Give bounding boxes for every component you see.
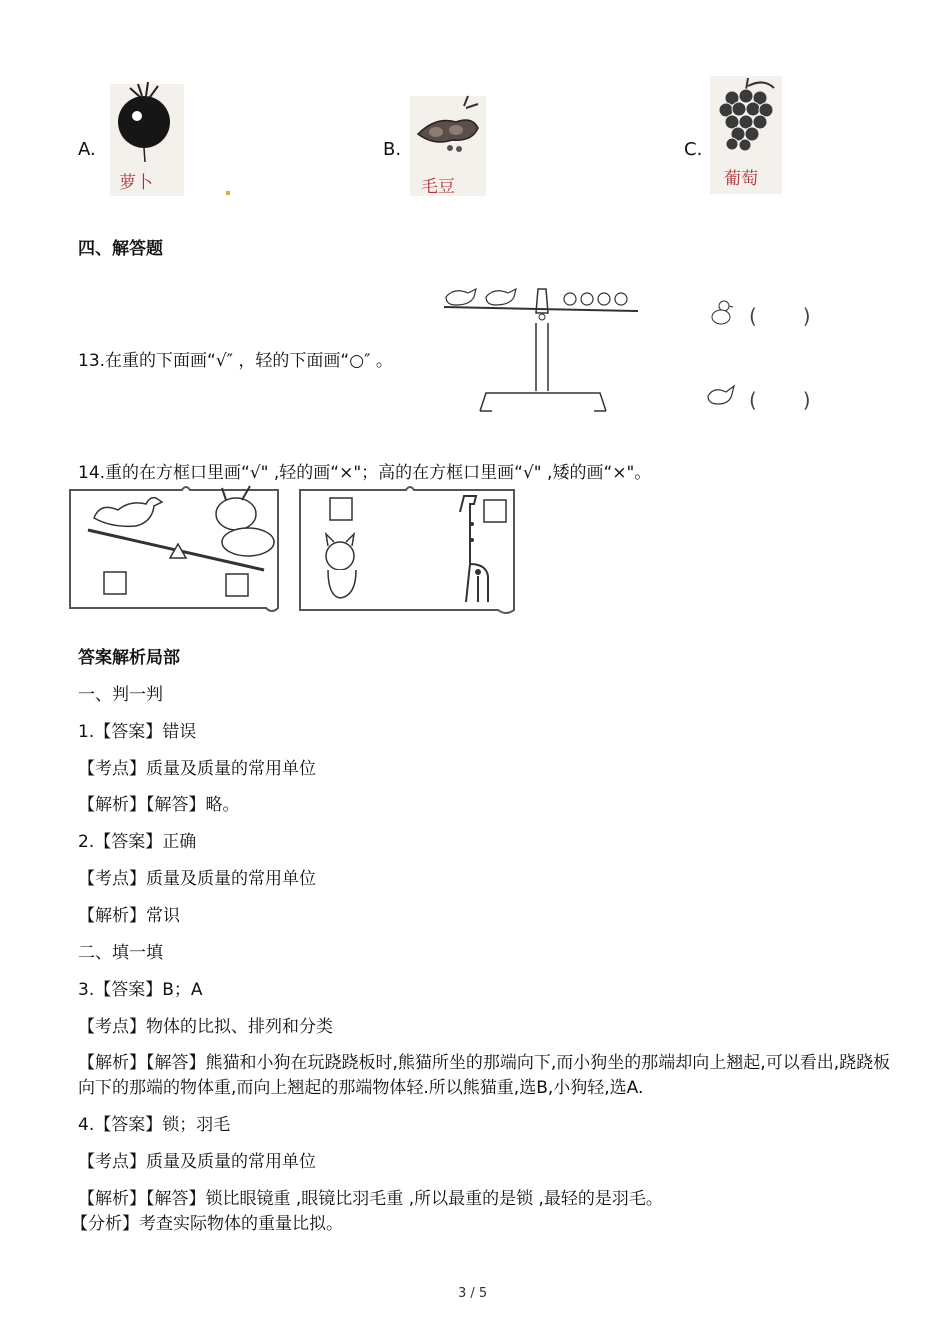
- option-b-letter: B.: [383, 139, 402, 160]
- option-c-letter: C.: [684, 139, 703, 160]
- answer-line: 【考点】质量及质量的常用单位: [78, 1152, 316, 1172]
- answer-line: 4.【答案】锁；羽毛: [78, 1115, 231, 1135]
- rabbit-answer-box[interactable]: [226, 574, 248, 596]
- balance-scale-picture: [440, 283, 650, 415]
- answer-line: 【分析】考查实际物体的重量比拟。: [71, 1214, 343, 1234]
- answer-line: 3.【答案】B；A: [78, 980, 203, 1000]
- q3-analysis: 【解析】【解答】熊猫和小狗在玩跷跷板时,熊猫所坐的那端向下,而小狗坐的那端却向上翘起,可以看出,跷跷板向下的那端的物体重,而向上翘起的那端物体轻.所以熊猫重,选B,小狗轻,选A.: [78, 1053, 891, 1098]
- section-title: 四、解答题: [78, 239, 163, 259]
- answer-line: 一、判一判: [78, 685, 163, 705]
- seesaw-and-height-picture: [66, 484, 518, 616]
- answer-line: 【考点】物体的比拟、排列和分类: [78, 1017, 333, 1037]
- chick-icon: [708, 298, 736, 328]
- answer-line: 2.【答案】正确: [78, 832, 197, 852]
- answer-line: 1.【答案】错误: [78, 722, 197, 742]
- question-14: 14.重的在方框口里画“√" ,轻的画“×"；高的在方框口里画“√" ,矮的画“×"。: [78, 463, 652, 483]
- cat-answer-box[interactable]: [330, 498, 352, 520]
- option-b-caption: 毛豆: [421, 177, 455, 197]
- chick-answer-paren: ( ): [749, 304, 813, 328]
- answer-line: 【解析】常识: [78, 906, 180, 926]
- stray-dot: [226, 191, 230, 195]
- goose-answer-box[interactable]: [104, 572, 126, 594]
- rabbit-answer-paren: ( ): [749, 388, 813, 412]
- answer-line: 【考点】质量及质量的常用单位: [78, 869, 316, 889]
- giraffe-answer-box[interactable]: [484, 500, 506, 522]
- answer-line: 【考点】质量及质量的常用单位: [78, 759, 316, 779]
- option-a-letter: A.: [78, 139, 96, 160]
- answer-line: 【解析】【解答】锁比眼镜重 ,眼镜比羽毛重 ,所以最重的是锁 ,最轻的是羽毛。: [78, 1189, 663, 1209]
- answer-line: 【解析】【解答】略。: [78, 795, 240, 815]
- question-13: 13.在重的下面画“√″ ，轻的下面画“○″ 。: [78, 351, 393, 371]
- option-a-caption: 萝卜: [119, 173, 153, 193]
- answer-line: 二、填一填: [78, 943, 163, 963]
- page-number: 3 / 5: [458, 1286, 488, 1301]
- answers-title: 答案解析局部: [78, 648, 180, 668]
- option-c-caption: 葡萄: [724, 169, 758, 189]
- rabbit-icon: [704, 380, 744, 410]
